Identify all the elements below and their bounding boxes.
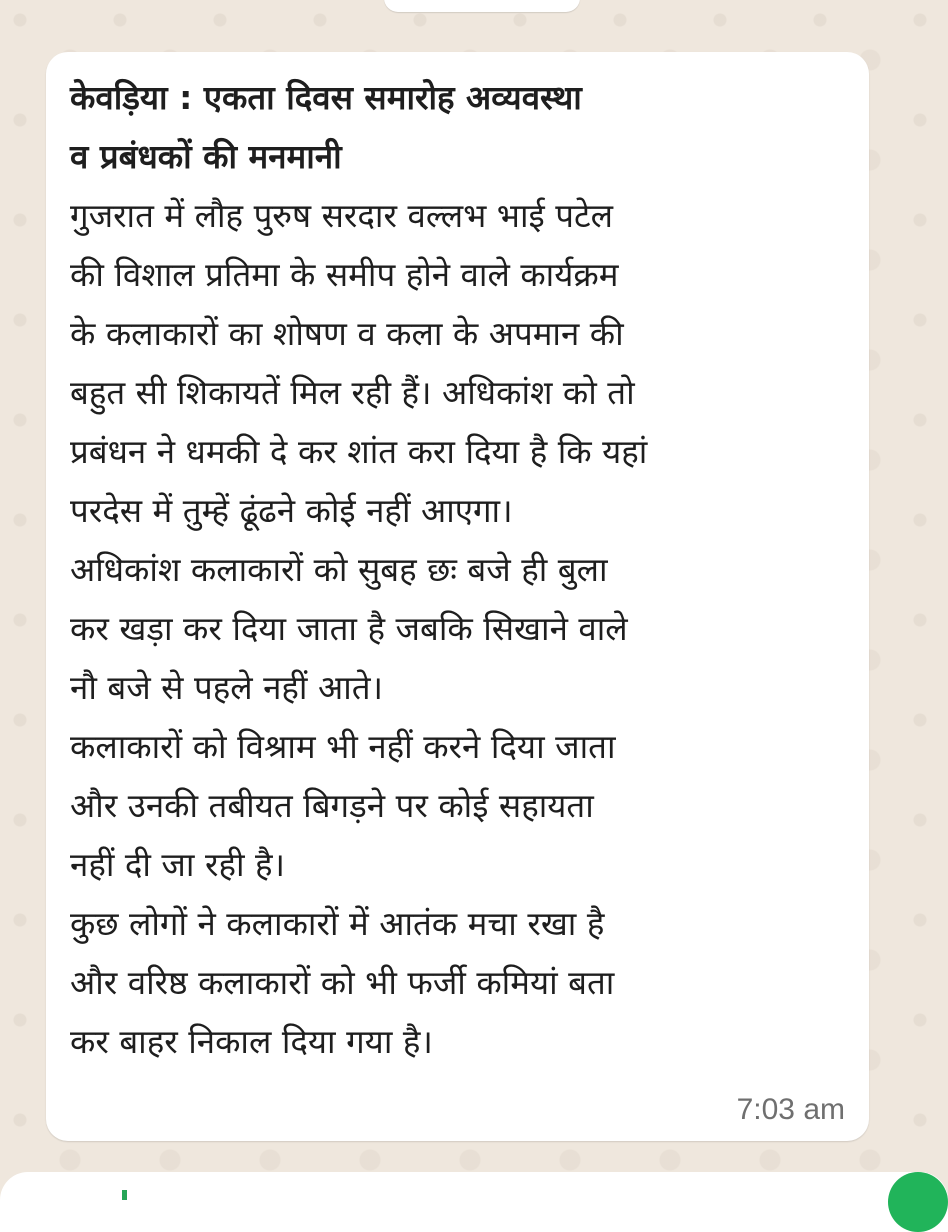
message-bubble[interactable] (46, 52, 869, 1141)
next-message-accent (122, 1190, 127, 1200)
message-title: केवड़िया : एकता दिवस समारोह अव्यवस्था व प्रबंधकों की मनमानी (70, 78, 582, 176)
message-timestamp: 7:03 am (736, 1093, 845, 1126)
floating-action-button[interactable] (888, 1172, 948, 1232)
message-body: गुजरात में लौह पुरुष सरदार वल्लभ भाई पटेल की विशाल प्रतिमा के समीप होने वाले कार्यक्रम के कलाकारों का शोषण व कला के अपमान की बहुत सी शिकायतें मिल रही हैं। अधिकांश को तो प्रबंधन ने धमकी दे कर शांत करा दिया है कि यहां परदेस में तुम्हें ढूंढने कोई नहीं आएगा। अधिकांश कलाकारों को सुबह छः बजे ही बुला कर खड़ा कर दिया जाता है जबकि सिखाने वाले नौ बजे से पहले नहीं आते। कलाकारों को विश्राम भी नहीं करने दिया जाता और उनकी तबीयत बिगड़ने पर कोई सहायता नहीं दी जा रही है। कुछ लोगों ने कलाकारों में आतंक मचा रखा है और वरिष्ठ कलाकारों को भी फर्जी कमियां बता कर बाहर निकाल दिया गया है। (70, 196, 648, 1061)
date-header-pill (384, 0, 580, 12)
next-message-bubble[interactable] (0, 1172, 948, 1232)
